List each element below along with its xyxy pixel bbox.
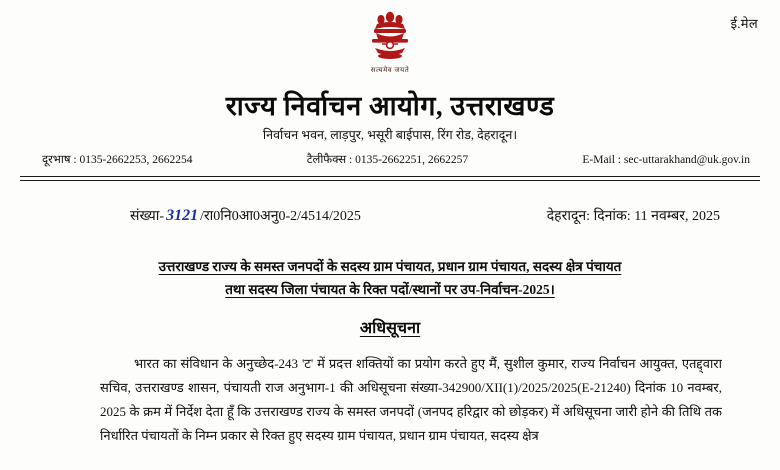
date-value: 11 नवम्बर, 2025 [634, 209, 720, 224]
header-divider-thick [20, 176, 760, 177]
body-paragraph: भारत का संविधान के अनुच्छेद-243 'ट' में प्रदत्त शक्तियों का प्रयोग करते हुए मैं, सुशील कुमार, राज्य निर्वाचन आयुक्त, एतद्द्वारा सचिव, उत्तराखण्ड शासन, पंचायती राज अनुभाग-1 की अधिसूचना संख्या-342900/XII(1)/2025/2025(E-21240) दिनांक 10 नवम्बर, 2025 के क्रम में निर्देश देता हूँ कि उत्तराखण्ड राज्य के समस्त जनपदों (जनपद हरिद्वार को छोड़कर) में अधिसूचना जारी होने की तिथि तक निर्धारित पंचायतों के निम्न प्रकार से रिक्त हुए सदस्य ग्राम पंचायत, प्रधान ग्राम पंचायत, सदस्य क्षेत्र [100, 356, 722, 444]
email-tag: ई.मेल [730, 16, 758, 31]
body-text [100, 352, 722, 448]
emblem-motto: सत्यमेव जयते [370, 66, 410, 74]
reference-meta-row [130, 206, 720, 225]
organization-address: निर्वाचन भवन, लाड़पुर, भसूरी बाईपास, रिंग रोड, देहरादून। [262, 128, 518, 142]
email-label: E-Mail : [582, 154, 622, 166]
phone-value: 0135-2662253, 2662254 [79, 154, 193, 166]
email-value: sec-uttarakhand@uk.gov.in [623, 154, 750, 166]
phone-contact [42, 152, 193, 167]
email-contact [582, 154, 750, 166]
organization-title: राज्य निर्वाचन आयोग, उत्तराखण्ड [225, 91, 555, 121]
reference-number [130, 206, 361, 225]
reference-number-handwritten: 3121 [166, 207, 199, 224]
subject-line-2: तथा सदस्य जिला पंचायत के रिक्त पदों/स्थानों पर उप-निर्वाचन-2025। [225, 281, 555, 297]
phone-label: दूरभाष : [42, 154, 77, 166]
fax-contact [307, 152, 468, 167]
subject-line-1: उत्तराखण्ड राज्य के समस्त जनपदों के सदस्य ग्राम पंचायत, प्रधान ग्राम पंचायत, सदस्य क्षेत्र पंचायत [158, 259, 622, 274]
subject-block [100, 256, 680, 302]
fax-value: 0135-2662251, 2662257 [355, 154, 469, 166]
place-label: देहरादून: [546, 209, 591, 224]
fax-label: टैलीफैक्स : [306, 154, 353, 166]
emblem-block [0, 8, 780, 75]
reference-number-label: संख्या- [130, 209, 165, 224]
reference-date [547, 206, 720, 225]
page-bottom-fade [0, 458, 780, 470]
reference-number-rest: /रा0नि0आ0अनु0-2/4514/2025 [200, 209, 361, 224]
header-divider-thin [20, 180, 760, 181]
india-state-emblem-icon [363, 8, 417, 70]
date-label: दिनांक: [593, 209, 631, 224]
contact-row [42, 152, 750, 167]
notification-heading: अधिसूचना [359, 320, 421, 337]
